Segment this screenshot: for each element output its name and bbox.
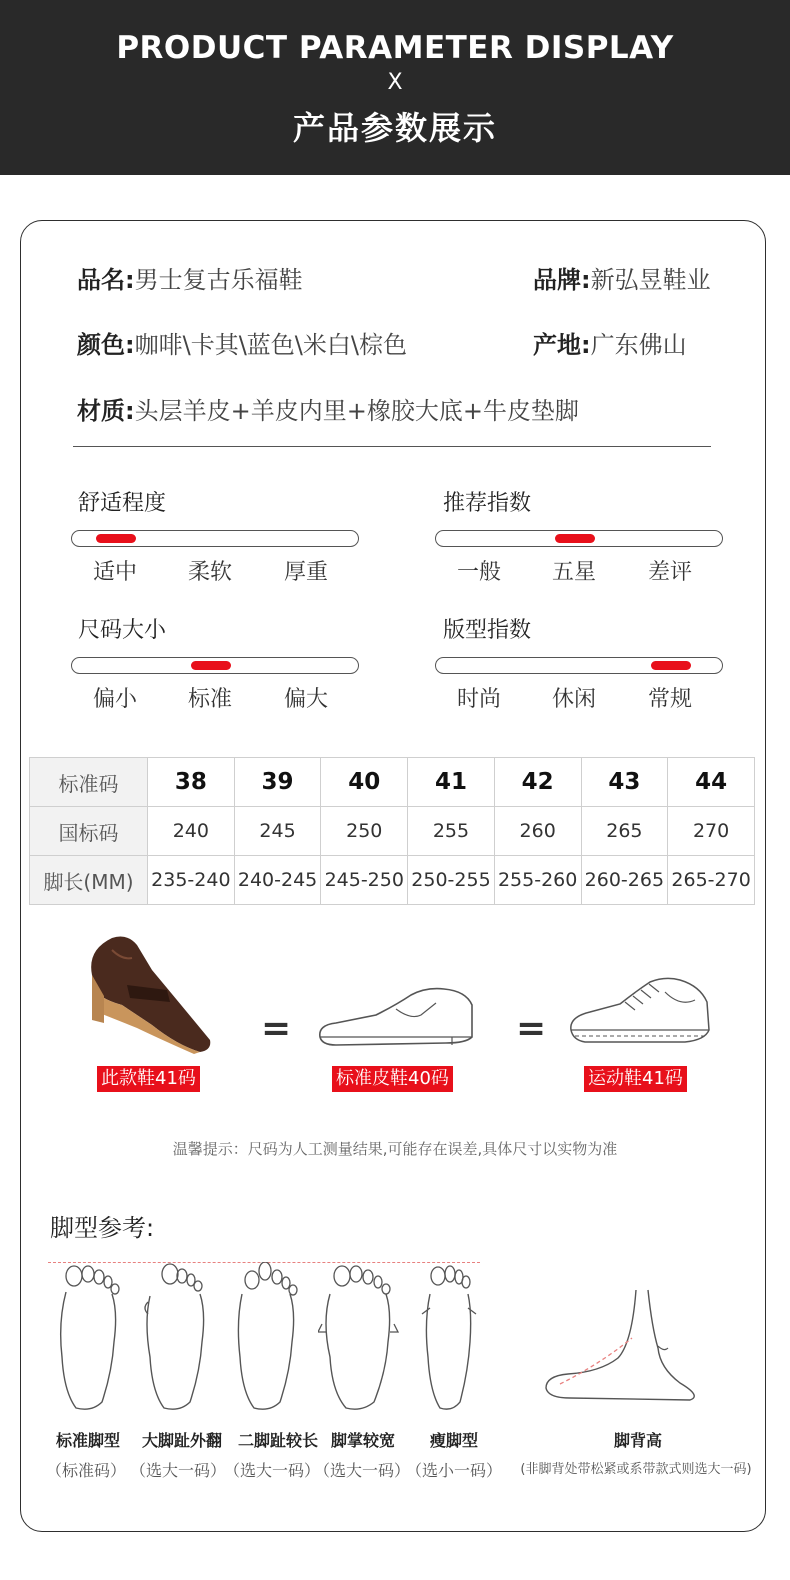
info-origin [533, 325, 687, 360]
standard-foot-icon [52, 1262, 124, 1412]
table-cell: 260 [494, 807, 581, 856]
table-cell: 270 [668, 807, 755, 856]
equals-sign: = [261, 1008, 292, 1049]
table-row [30, 807, 755, 856]
gauge-option: 适中 [92, 560, 137, 585]
gauge-marker [191, 661, 231, 670]
gauge-option: 五星 [551, 560, 596, 585]
header-title-en: PRODUCT PARAMETER DISPLAY [116, 30, 674, 66]
table-cell: 41 [408, 758, 495, 807]
header-title-cn: 产品参数展示 [292, 109, 497, 147]
table-cell: 43 [581, 758, 668, 807]
table-cell: 39 [234, 758, 321, 807]
table-cell: 255 [408, 807, 495, 856]
gauge-track [71, 530, 359, 547]
info-name-key: 品名: [77, 266, 135, 294]
table-cell: 260-265 [581, 856, 668, 905]
info-divider [73, 446, 711, 447]
gauge-option: 休闲 [551, 687, 596, 712]
table-cell: 240 [148, 807, 235, 856]
table-cell: 240-245 [234, 856, 321, 905]
foot-type-name: 瘦脚型 [429, 1431, 478, 1450]
table-row [30, 758, 755, 807]
gauge-title: 版型指数 [443, 618, 532, 643]
gauge-option: 厚重 [283, 560, 328, 585]
gauge-title: 舒适程度 [78, 491, 167, 516]
table-cell: 265-270 [668, 856, 755, 905]
info-material [77, 391, 579, 426]
foot-type-note: （选大一码） [223, 1461, 320, 1480]
table-cell: 245 [234, 807, 321, 856]
gauge-option: 差评 [647, 560, 692, 585]
gauge-title: 尺码大小 [78, 618, 167, 643]
tag-this-shoe: 此款鞋41码 [97, 1066, 200, 1092]
gauge-track [435, 530, 723, 547]
table-cell: 40 [321, 758, 408, 807]
info-origin-key: 产地: [533, 331, 591, 359]
info-material-value: 头层羊皮+羊皮内里+橡胶大底+牛皮垫脚 [134, 397, 579, 425]
foot-type-name: 脚掌较宽 [330, 1431, 395, 1450]
info-brand-key: 品牌: [533, 266, 591, 294]
foot-type-name: 脚背高 [613, 1431, 662, 1450]
table-cell: 250-255 [408, 856, 495, 905]
gauge-track [435, 657, 723, 674]
gauge-marker [651, 661, 691, 670]
gauge-option: 一般 [456, 560, 501, 585]
bunion-foot-icon [140, 1262, 212, 1412]
table-cell: 38 [148, 758, 235, 807]
info-color-value: 咖啡\卡其\蓝色\米白\棕色 [134, 331, 407, 359]
gauge-title: 推荐指数 [443, 491, 532, 516]
table-cell: 44 [668, 758, 755, 807]
loafer-photo [82, 930, 217, 1055]
foot-type-note: （选大一码） [313, 1461, 410, 1480]
table-cell: 235-240 [148, 856, 235, 905]
gauge-marker [96, 534, 136, 543]
slim-foot-icon [414, 1262, 484, 1412]
equals-sign: = [516, 1008, 547, 1049]
info-color [77, 325, 407, 360]
size-table [29, 757, 755, 905]
page-header [0, 0, 790, 175]
tag-sneaker: 运动鞋41码 [584, 1066, 687, 1092]
gauge-option: 偏小 [92, 687, 137, 712]
foot-type-note: （标准码） [45, 1461, 126, 1480]
row-header: 脚长(MM) [30, 856, 148, 905]
long-second-toe-foot-icon [230, 1262, 302, 1412]
size-tip: 温馨提示：尺码为人工测量结果,可能存在误差,具体尺寸以实物为准 [172, 1140, 618, 1158]
foot-type-note: （选大一码） [129, 1461, 226, 1480]
row-header: 国标码 [30, 807, 148, 856]
info-name [77, 260, 303, 295]
foot-type-name: 标准脚型 [55, 1431, 120, 1450]
gauge-option: 时尚 [456, 687, 501, 712]
gauge-marker [555, 534, 595, 543]
gauge-option: 常规 [647, 687, 692, 712]
gauge-option: 柔软 [187, 560, 232, 585]
foot-type-name: 大脚趾外翻 [141, 1431, 222, 1450]
gauge-track [71, 657, 359, 674]
info-brand-value: 新弘昱鞋业 [590, 266, 711, 294]
foot-type-note: (非脚背处带松紧或系带款式则选大一码) [520, 1462, 752, 1477]
wide-foot-icon [318, 1262, 400, 1412]
dress-shoe-outline [316, 985, 476, 1055]
table-cell: 245-250 [321, 856, 408, 905]
high-instep-foot-icon [540, 1288, 710, 1403]
gauge-option: 标准 [187, 687, 232, 712]
table-cell: 255-260 [494, 856, 581, 905]
info-name-value: 男士复古乐福鞋 [134, 266, 303, 294]
foot-type-note: （选小一码） [405, 1461, 502, 1480]
info-brand [533, 260, 711, 295]
sneaker-outline [565, 972, 713, 1052]
info-color-key: 颜色: [77, 331, 135, 359]
table-cell: 265 [581, 807, 668, 856]
tag-dress-shoe: 标准皮鞋40码 [332, 1066, 453, 1092]
gauge-option: 偏大 [283, 687, 328, 712]
info-origin-value: 广东佛山 [590, 331, 687, 359]
info-material-key: 材质: [77, 397, 135, 425]
table-cell: 42 [494, 758, 581, 807]
foot-type-name: 二脚趾较长 [237, 1431, 318, 1450]
foot-type-title: 脚型参考: [50, 1214, 155, 1242]
table-row [30, 856, 755, 905]
row-header: 标准码 [30, 758, 148, 807]
header-separator: X [387, 70, 403, 95]
table-cell: 250 [321, 807, 408, 856]
